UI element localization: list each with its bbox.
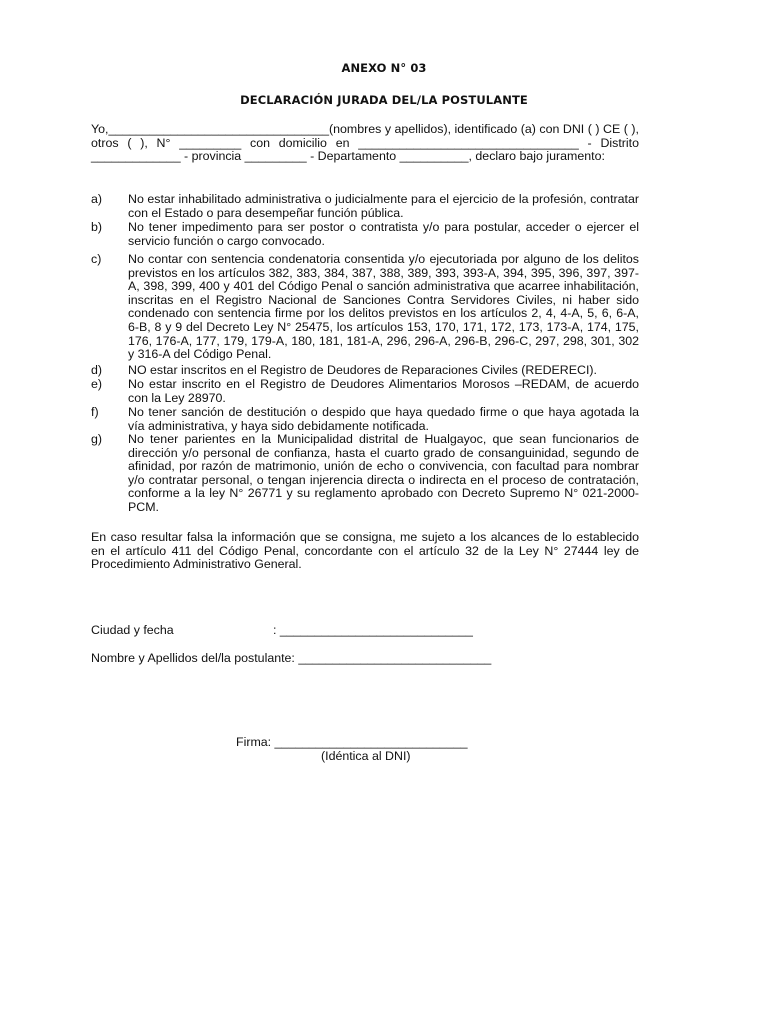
city-date-label: Ciudad y fecha	[91, 623, 174, 637]
item-text: No estar inscrito en el Registro de Deudores Alimentarios Morosos –REDAM, de acuerdo con la Ley 28970.	[128, 377, 639, 405]
item-text: No tener impedimento para ser postor o contratista y/o para postular, acceder o ejercer el servicio función o cargo convocado.	[128, 220, 639, 248]
item-text: No estar inhabilitado administrativa o judicialmente para el ejercicio de la profesión, contratar con el Estado o para desempeñar función pública.	[128, 192, 639, 220]
intro-paragraph: Yo,________________________________(nombres y apellidos), identificado (a) con DNI ( ) CE ( ), otros ( ), N° _________ con domicilio en ________________________________ - Distrito _____________ - provincia _________ - Departamento __________, declaro bajo juramento:	[91, 122, 639, 164]
declaration-item	[91, 221, 639, 248]
declaration-item	[91, 378, 639, 405]
declaration-item	[91, 253, 639, 362]
item-marker: c)	[91, 252, 102, 266]
item-marker: e)	[91, 377, 103, 391]
declaration-item	[91, 406, 639, 433]
item-text: No tener parientes en la Municipalidad distrital de Hualgayoc, que sean funcionarios de dirección y/o personal de confianza, hasta el cuarto grado de consanguinidad, segundo de afinidad, por razón de matrimonio, unión de echo o convivencia, con facultad para nombrar y/o contratar personal, o tengan injerencia directa o indirecta en el proceso de contratación, conforme a la ley N° 26771 y su reglamento aprobado con Decreto Supremo N° 021-2000-PCM.	[128, 432, 639, 514]
item-marker: b)	[91, 220, 103, 234]
city-date-line: : ____________________________	[273, 623, 473, 637]
item-text: No tener sanción de destitución o despido que haya quedado firme o que haya agotada la vía administrativa, y haya sido debidamente notificada.	[128, 405, 639, 433]
closing-paragraph: En caso resultar falsa la información que se consigna, me sujeto a los alcances de lo establecido en el artículo 411 del Código Penal, concordante con el artículo 32 de la Ley N° 27444 ley de Procedimiento Administrativo General.	[91, 530, 639, 572]
item-text: No contar con sentencia condenatoria consentida y/o ejecutoriada por alguno de los delitos previstos en los artículos 382, 383, 384, 387, 388, 389, 393, 393-A, 394, 395, 396, 397, 397-A, 398, 399, 400 y 401 del Código Penal o sanción administrativa que acarree inhabilitación, inscritas en el Registro Nacional de Sanciones Contra Servidores Civiles, ni haber sido condenado con sentencia firme por los delitos previstos en los artículos 2, 4, 4-A, 5, 6, 6-A, 6-B, 8 y 9 del Decreto Ley N° 25475, los artículos 153, 170, 171, 172, 173, 173-A, 174, 175, 176, 176-A, 177, 179, 179-A, 180, 181, 181-A, 296, 296-A, 296-B, 296-C, 297, 298, 301, 302 y 316-A del Código Penal.	[128, 252, 639, 362]
signature-note: (Idéntica al DNI)	[321, 749, 411, 763]
item-marker: a)	[91, 192, 103, 206]
annex-title: ANEXO N° 03	[341, 61, 427, 75]
declaration-item	[91, 193, 639, 220]
item-marker: d)	[91, 363, 103, 377]
declaration-item	[91, 364, 639, 378]
item-text: NO estar inscritos en el Registro de Deudores de Reparaciones Civiles (REDERECI).	[128, 363, 597, 377]
item-marker: f)	[91, 405, 99, 419]
applicant-name-line: Nombre y Apellidos del/la postulante: ____________________________	[91, 651, 492, 665]
signature-line: Firma: ____________________________	[236, 735, 468, 749]
declaration-item	[91, 433, 639, 515]
declaration-title: DECLARACIÓN JURADA DEL/LA POSTULANTE	[240, 93, 528, 107]
item-marker: g)	[91, 432, 103, 446]
